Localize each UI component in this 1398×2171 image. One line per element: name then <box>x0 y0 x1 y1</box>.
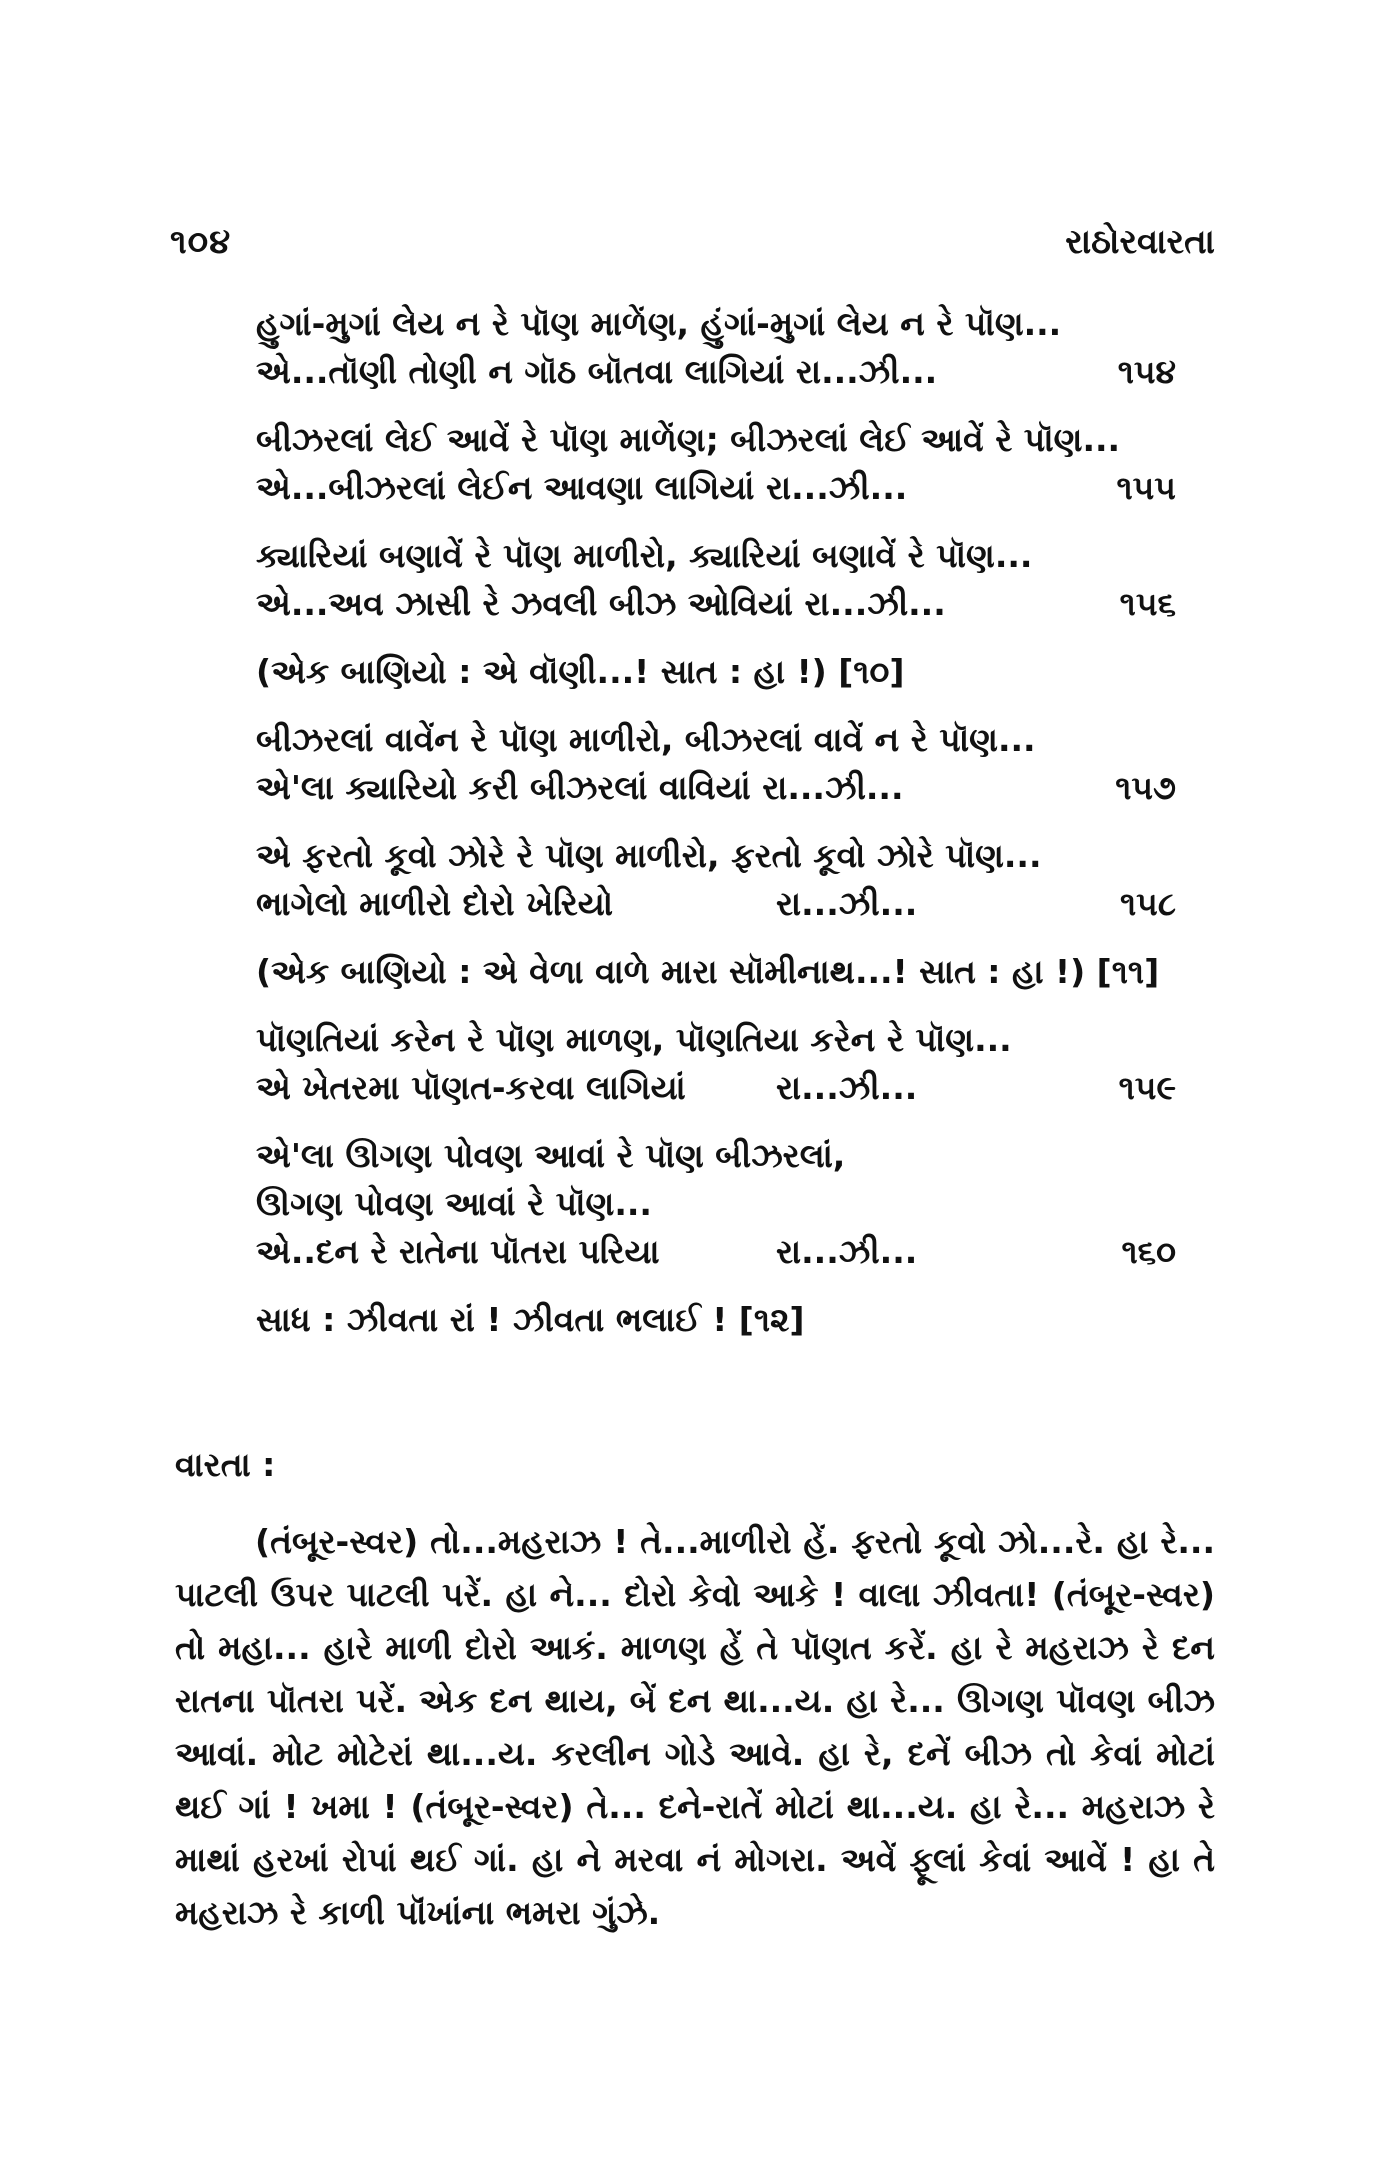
verse-section <box>256 300 1176 1364</box>
verse-line: એ...બીઝરલાં લેઈન આવણા લાગિયાં રા...ઝી... <box>256 468 908 507</box>
verse-line: ઊગણ પોવણ આવાં રે પૉણ... <box>256 1184 652 1223</box>
verse-number: ૧૬૦ <box>1121 1232 1176 1271</box>
stanza <box>256 832 1176 928</box>
verse-line: એ'લા ક્યારિયો કરી બીઝરલાં વાવિયાં રા...ઝી... <box>256 768 904 807</box>
stanza <box>256 1132 1176 1276</box>
chorus-response: સાધ : ઝીવતા રાં ! ઝીવતા ભલાઈ ! [૧૨] <box>256 1300 805 1339</box>
audience-interjection: (એક બાણિયો : એ વૉણી...! સાત : હા !) [૧૦] <box>256 652 905 691</box>
stanza <box>256 1016 1176 1112</box>
stanza <box>256 716 1176 812</box>
verse-number: ૧૫૪ <box>1117 352 1176 391</box>
verse-line: પૉણતિયાં કરેન રે પૉણ માળણ, પૉણતિયા કરેન રે પૉણ... <box>256 1020 1012 1059</box>
verse-number: ૧૫૭ <box>1115 768 1176 807</box>
verse-line: હુગાં-મુગાં લેય ન રે પૉણ માળેંણ, હુંગાં-મુગાં લેય ન રે પૉણ... <box>256 304 1062 343</box>
verse-line: એ...અવ ઝાસી રે ઝવલી બીઝ ઓવિયાં રા...ઝી... <box>256 584 946 623</box>
prose-paragraph: (તંબૂર-સ્વર) તો...મહરાઝ ! તે...માળીરો હેં. ફરતો કૂવો ઝો...રે. હા રે... પાટલી ઉપર પાટલી પરેં. હા ને... દોરો કેવો આકે ! વાલા ઝીવતા! (તંબૂર-સ્વર) તો મહા... હારે માળી દોરો આકં. માળણ હેં તે પૉણત કરેં. હા રે મહરાઝ રે દન રાતના પૉતરા પરેં. એક દન થાય, બેં દન થા...ય. હા રે... ઊગણ પૉવણ બીઝ આવાં. મોટ મોટેરાં થા...ય. કરલીન ગોડે આવે. હા રે, દનેં બીઝ તો કેવાં મોટાં થઈ ગાં ! ખમા ! (તંબૂર-સ્વર) તે... દને-રાતેં મોટાં થા...ય. હા રે... મહરાઝ રે માથાં હરખાં રોપાં થઈ ગાં. હા ને મરવા નં મોગરા. અવેં ફૂલાં કેવાં આવેં ! હા તે મહરાઝ રે કાળી પૉંખાંના ભમરા ગુંઝે. <box>175 1522 1215 1932</box>
refrain-text: રા...ઝી... <box>776 884 918 923</box>
verse-line: બીઝરલાં વાવેંન રે પૉણ માળીરો, બીઝરલાં વાવેં ન રે પૉણ... <box>256 720 1036 759</box>
verse-number: ૧૫૯ <box>1118 1068 1176 1107</box>
refrain-text: રા...ઝી... <box>776 1068 918 1107</box>
verse-line: એ...તૉણી તોણી ન ગૉઠ બૉતવા લાગિયાં રા...ઝી... <box>256 352 938 391</box>
verse-line <box>256 1228 1176 1276</box>
stanza <box>256 532 1176 628</box>
verse-line-text: એ ખેતરમા પૉણત-કરવા લાગિયાં <box>256 1068 686 1107</box>
stanza <box>256 416 1176 512</box>
verse-line <box>256 880 1176 928</box>
verse-line-text: એ..દન રે રાતેના પૉતરા પરિયા <box>256 1232 660 1271</box>
verse-number: ૧૫૫ <box>1116 468 1176 507</box>
verse-number: ૧૫૬ <box>1119 584 1176 623</box>
verse-line: બીઝરલાં લેઈ આવેં રે પૉણ માળેંણ; બીઝરલાં લેઈ આવેં રે પૉણ... <box>256 420 1121 459</box>
verse-line <box>256 1064 1176 1112</box>
section-heading: વારતા : <box>175 1445 276 1484</box>
page-number: ૧૦૪ <box>170 222 232 262</box>
verse-line: એ'લા ઊગણ પોવણ આવાં રે પૉણ બીઝરલાં, <box>256 1136 846 1175</box>
running-title: રાઠોરવારતા <box>1065 222 1215 262</box>
verse-line-text: ભાગેલો માળીરો દોરો ખેરિયો <box>256 884 614 923</box>
verse-number: ૧૫૮ <box>1119 884 1176 923</box>
audience-interjection: (એક બાણિયો : એ વેળા વાળે મારા સૉમીનાથ...! સાત : હા !) [૧૧] <box>256 952 1160 991</box>
verse-line: એ ફરતો કૂવો ઝોરે રે પૉણ માળીરો, ફરતો કૂવો ઝોરે પૉણ... <box>256 836 1042 875</box>
refrain-text: રા...ઝી... <box>776 1232 918 1271</box>
verse-line: ક્યારિયાં બણાવેં રે પૉણ માળીરો, ક્યારિયાં બણાવેં રે પૉણ... <box>256 536 1033 575</box>
stanza <box>256 300 1176 396</box>
